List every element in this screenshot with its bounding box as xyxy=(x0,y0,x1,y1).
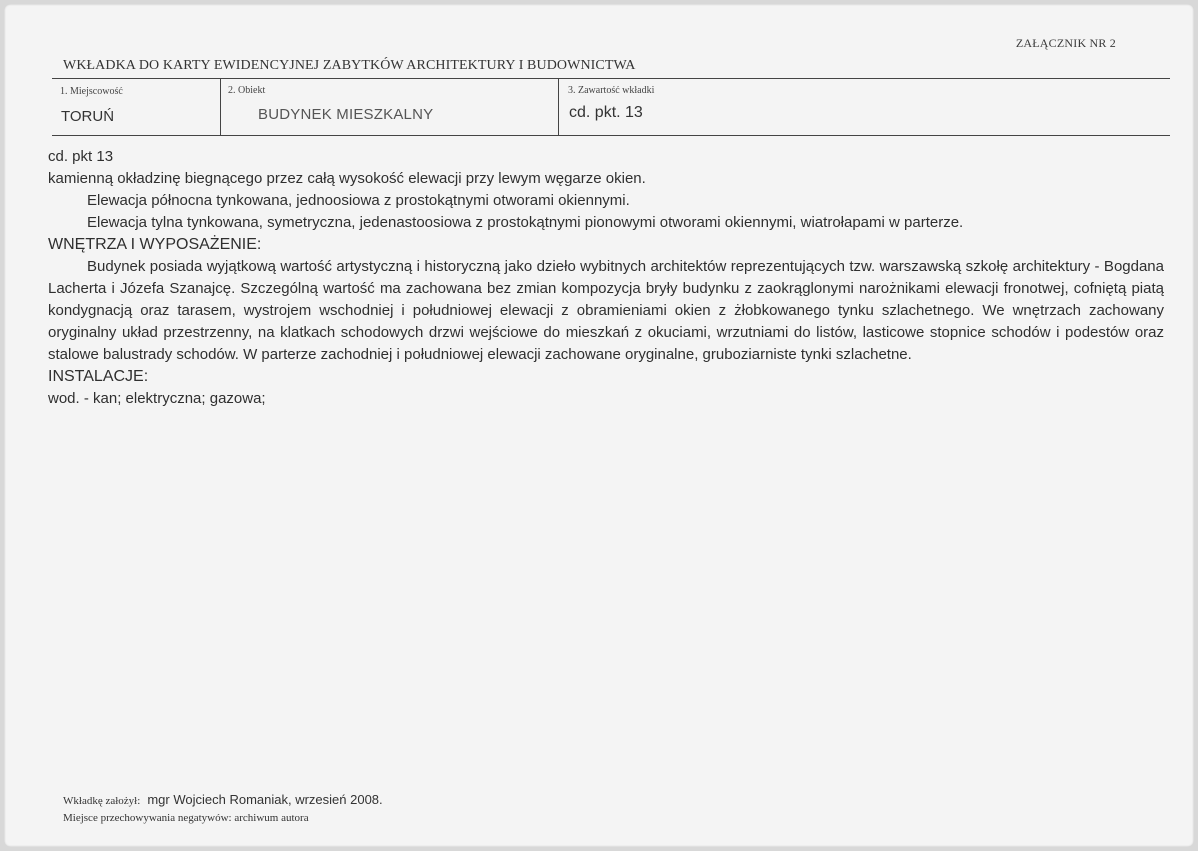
locality-label: 1. Miejscowość xyxy=(60,86,123,97)
paragraph-north-elevation: Elewacja północna tynkowana, jednoosiowa z prostokątnymi otworami okiennymi. xyxy=(87,192,630,209)
insert-content-label: 3. Zawartość wkładki xyxy=(568,85,655,96)
header-table xyxy=(52,78,1170,136)
footer-created-by xyxy=(63,792,383,812)
negatives-label: Miejsce przechowywania negatywów: xyxy=(63,812,232,824)
installations-heading: INSTALACJE: xyxy=(48,368,149,385)
document-body xyxy=(48,146,1164,410)
continuation-note: cd. pkt 13 xyxy=(48,148,114,165)
footer-negatives xyxy=(63,812,383,824)
body-line-1: kamienną okładzinę biegnącego przez całą wysokość elewacji przy lewym węgarze okien. xyxy=(48,170,646,187)
insert-content-value: cd. pkt. 13 xyxy=(569,104,643,121)
footer xyxy=(63,792,383,824)
object-label: 2. Obiekt xyxy=(228,85,266,96)
interiors-heading: WNĘTRZA I WYPOSAŻENIE: xyxy=(48,236,262,253)
locality-value: TORUŃ xyxy=(61,108,115,125)
created-by-label: Wkładkę założył: xyxy=(63,795,141,807)
negatives-value: archiwum autora xyxy=(234,812,309,824)
interiors-text: Budynek posiada wyjątkową wartość artystyczną i historyczną jako dzieło wybitnych architektów reprezentujących tzw. warszawską szkołę architektury - Bogdana Lacherta i Józefa Szanajcę. Szczególną wartość ma zachowana bez zmian kompozycja bryły budynku z zaokrąglonymi narożnikami elewacji fronotwej, cofniętą piatą kondygnacją oraz tarasem, wystrojem wschodniej i południowej elewacji z obramieniami okien z żłobkowanego tynku szlachetnego. We wnętrzach zachowany oryginalny układ przestrzenny, na klatkach schodowych drzwi wejściowe do mieszkań z okuciami, wrzutniami do listów, lasticowe stopnice schodów i podestów oraz stalowe balustrady schodów. W parterze zachodniej i południowej elewacji zachowane oryginalne, gruboziarniste tynki szlachetne. xyxy=(48,258,1164,363)
header-cell-locality xyxy=(52,79,220,135)
created-by-value: mgr Wojciech Romaniak, wrzesień 2008. xyxy=(147,792,383,807)
annex-label: ZAŁĄCZNIK NR 2 xyxy=(1015,36,1116,50)
header-cell-object xyxy=(220,79,559,135)
installations-text: wod. - kan; elektryczna; gazowa; xyxy=(48,390,266,407)
object-value: BUDYNEK MIESZKALNY xyxy=(258,106,434,123)
record-card xyxy=(4,4,1194,847)
paragraph-rear-elevation: Elewacja tylna tynkowana, symetryczna, jedenastoosiowa z prostokątnymi pionowymi otworami okiennymi, wiatrołapami w parterze. xyxy=(87,214,964,231)
document-title: WKŁADKA DO KARTY EWIDENCYJNEJ ZABYTKÓW ARCHITEKTURY I BUDOWNICTWA xyxy=(63,58,636,73)
header-cell-insert-content xyxy=(558,79,1171,135)
